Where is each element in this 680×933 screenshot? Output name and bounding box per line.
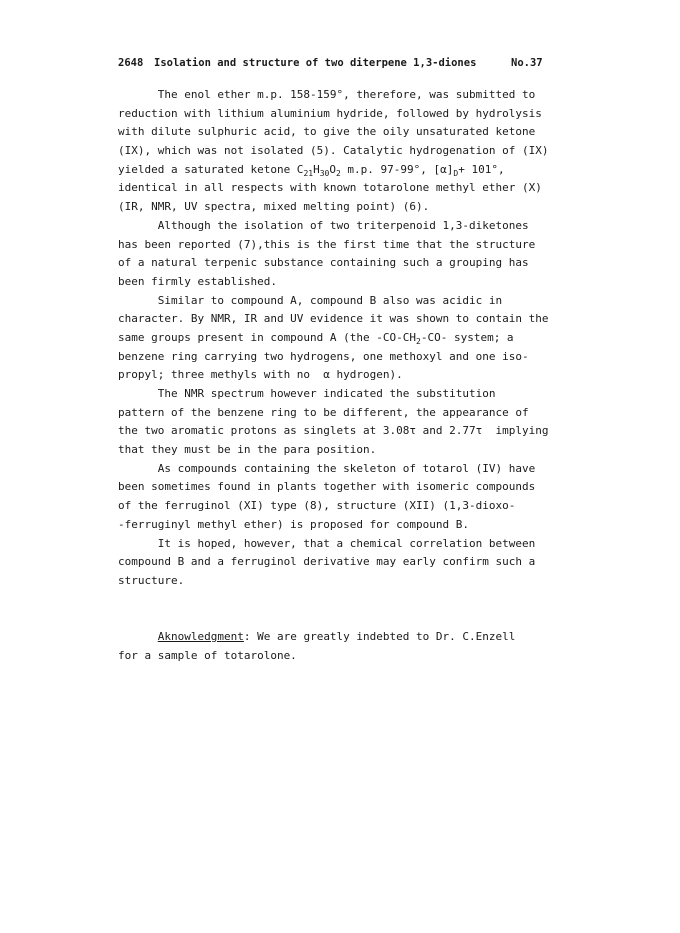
text-line: benzene ring carrying two hydrogens, one methoxyl and one iso- <box>118 349 529 363</box>
text-line: It is hoped, however, that a chemical correlation between <box>118 536 536 550</box>
text-line: As compounds containing the skeleton of totarol (IV) have <box>118 461 536 475</box>
running-header <box>118 57 558 73</box>
text-line: been sometimes found in plants together with isomeric compounds <box>118 480 536 494</box>
paragraph <box>118 217 568 292</box>
text-line: identical in all respects with known totarolone methyl ether (X) <box>118 181 542 195</box>
paragraph <box>118 460 568 535</box>
text-line: that they must be in the para position. <box>118 443 377 457</box>
text-line: character. By NMR, IR and UV evidence it was shown to contain the <box>118 312 549 326</box>
blank-line <box>118 591 568 610</box>
paragraph <box>118 86 568 217</box>
text-line: has been reported (7),this is the first time that the structure <box>118 237 536 251</box>
text-line: of the ferruginol (XI) type (8), structure (XII) (1,3-dioxo- <box>118 499 516 513</box>
text-line: -ferruginyl methyl ether) is proposed for compound B. <box>118 517 469 531</box>
issue-number: No.37 <box>511 57 543 69</box>
paragraph <box>118 385 568 460</box>
text-line: with dilute sulphuric acid, to give the oily unsaturated ketone <box>118 125 536 139</box>
acknowledgment-line <box>118 628 568 647</box>
text-line: been firmly established. <box>118 274 277 288</box>
text-line: of a natural terpenic substance containing such a grouping has <box>118 256 529 270</box>
text-line: compound B and a ferruginol derivative may early confirm such a <box>118 555 536 569</box>
text-line: the two aromatic protons as singlets at 3.08τ and 2.77τ implying <box>118 424 549 438</box>
text-line: Similar to compound A, compound B also was acidic in <box>118 293 503 307</box>
paragraph <box>118 535 568 591</box>
text-line: structure. <box>118 573 185 587</box>
acknowledgment-heading: Aknowledgment <box>157 629 244 643</box>
text-line: (IX), which was not isolated (5). Catalytic hydrogenation of (IX) <box>118 144 549 158</box>
page-number: 2648 <box>118 57 144 69</box>
body-text <box>118 86 568 665</box>
text-line: reduction with lithium aluminium hydride, followed by hydrolysis <box>118 106 542 120</box>
acknowledgment <box>118 628 568 665</box>
text-line: propyl; three methyls with no α hydrogen). <box>118 368 403 382</box>
text-line: (IR, NMR, UV spectra, mixed melting point) (6). <box>118 200 430 214</box>
acknowledgment-text: : We are greatly indebted to Dr. C.Enzell <box>243 629 516 643</box>
text-line: The enol ether m.p. 158-159°, therefore, was submitted to <box>118 88 536 101</box>
paragraph <box>118 292 568 385</box>
text-line: yielded a saturated ketone $C_{21}H_{30}O_2$ m.p. 97-99°, $[\alpha]_D+ 101^\circ$, <box>118 162 505 178</box>
blank-line <box>118 609 568 628</box>
running-title: Isolation and structure of two diterpene 1,3-diones <box>154 57 477 69</box>
text-line: same groups present in compound A (the $-CO-CH_2-CO-$ system; a <box>118 330 514 346</box>
text-line: The NMR spectrum however indicated the substitution <box>118 387 496 400</box>
acknowledgment-line: for a sample of totarolone. <box>118 648 297 662</box>
text-line: Although the isolation of two triterpenoid 1,3-diketones <box>118 218 529 232</box>
text-line: pattern of the benzene ring to be different, the appearance of <box>118 405 529 419</box>
